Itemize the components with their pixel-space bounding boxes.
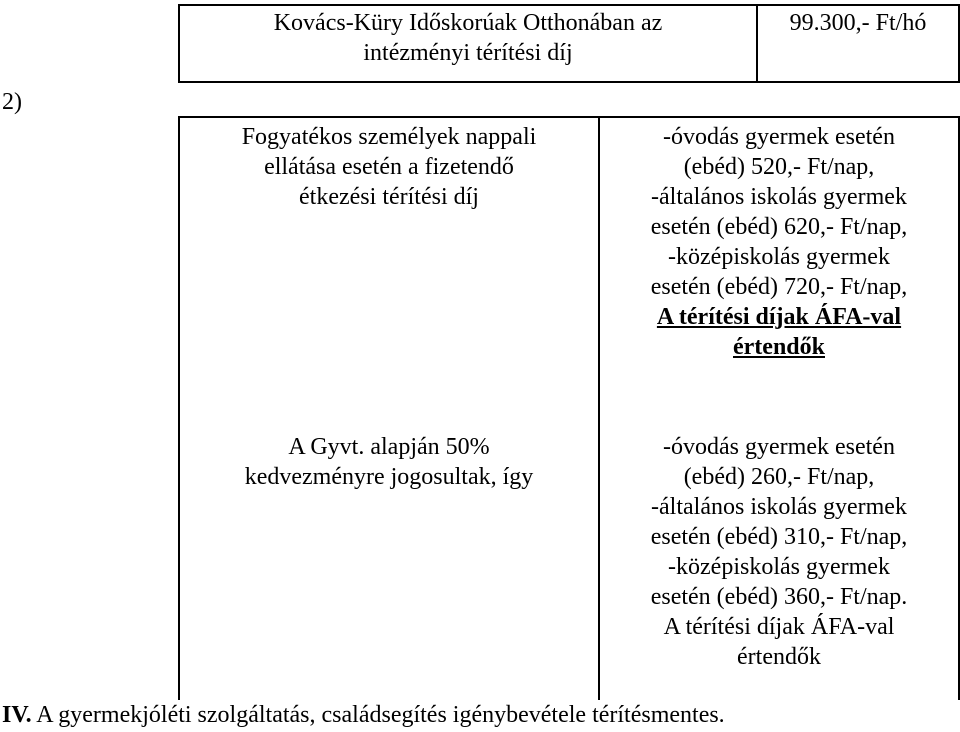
row2-vat-note-line: A térítési díjak ÁFA-val <box>656 304 902 330</box>
row2-right-line: -óvodás gyermek esetén <box>663 124 895 150</box>
row3-right-line: (ebéd) 260,- Ft/nap, <box>683 464 875 490</box>
row2-vat-note <box>600 302 958 332</box>
row2-left-line: ellátása esetén a fizetendő <box>264 154 514 180</box>
row2-vat-note <box>600 332 958 362</box>
table-border-top <box>178 4 960 6</box>
row2-right-line: esetén (ebéd) 720,- Ft/nap, <box>650 274 908 300</box>
row1-left-line: Kovács-Küry Időskorúak Otthonában az <box>273 10 663 36</box>
footer-section-number: IV. <box>2 702 32 728</box>
row3-right-line: -középiskolás gyermek <box>668 554 890 580</box>
row3-left-cell <box>180 432 598 492</box>
row2-right-line: (ebéd) 520,- Ft/nap, <box>683 154 875 180</box>
row2-left-cell <box>180 122 598 212</box>
table-row2-top <box>178 116 960 118</box>
row1-right-value: 99.300,- Ft/hó <box>789 10 927 36</box>
row1-right-cell <box>758 8 958 38</box>
row2-vat-note-line: értendők <box>733 334 825 360</box>
row3-right-line: -óvodás gyermek esetén <box>663 434 895 460</box>
row2-right-line: -általános iskolás gyermek <box>651 184 907 210</box>
table-row1-bottom <box>178 81 960 83</box>
row2-left-line: étkezési térítési díj <box>299 184 479 210</box>
footer-paragraph <box>2 700 725 730</box>
row3-right-cell <box>600 432 958 672</box>
row2-right-line: esetén (ebéd) 620,- Ft/nap, <box>650 214 908 240</box>
row3-right-line: esetén (ebéd) 360,- Ft/nap. <box>650 584 908 610</box>
row3-right-line: A térítési díjak ÁFA-val <box>663 614 895 640</box>
row1-left-line: intézményi térítési díj <box>363 40 573 66</box>
row2-right-line: -középiskolás gyermek <box>668 244 890 270</box>
row3-right-line: esetén (ebéd) 310,- Ft/nap, <box>650 524 908 550</box>
row3-left-line: kedvezményre jogosultak, így <box>244 464 534 490</box>
row3-right-line: értendők <box>737 644 821 670</box>
row3-right-line: -általános iskolás gyermek <box>651 494 907 520</box>
row3-left-line: A Gyvt. alapján 50% <box>288 434 490 460</box>
section-number: 2) <box>2 89 22 115</box>
row2-left-line: Fogyatékos személyek nappali <box>241 124 537 150</box>
footer-text: A gyermekjóléti szolgáltatás, családsegítés igénybevétele térítésmentes. <box>31 702 725 728</box>
row2-right-cell <box>600 122 958 362</box>
row1-left-cell <box>180 8 756 68</box>
